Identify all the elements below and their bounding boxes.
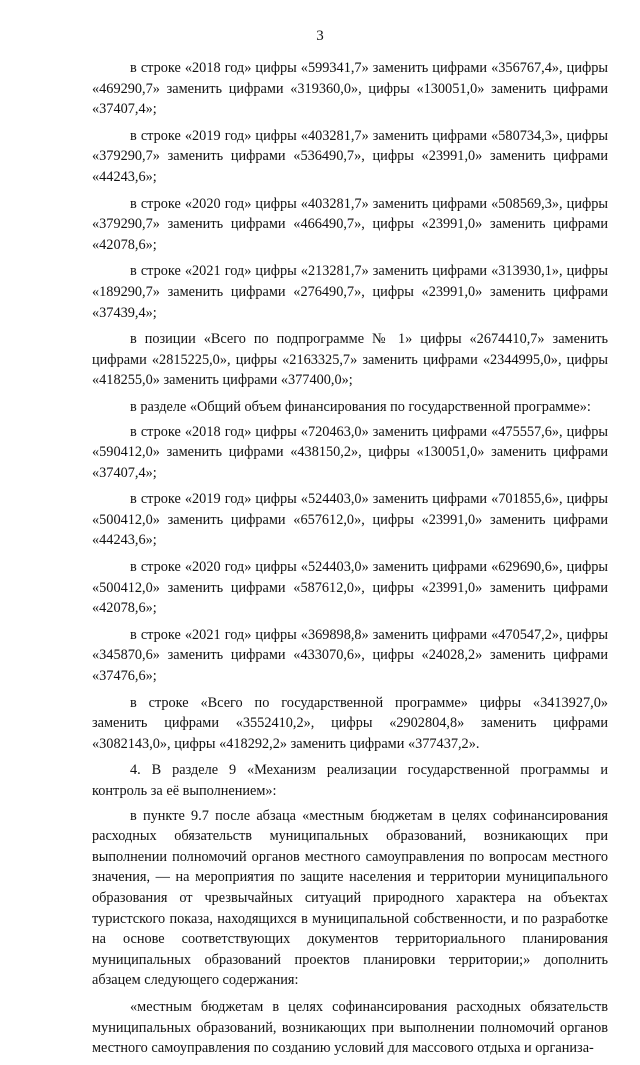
paragraph-2018-subprogram: в строке «2018 год» цифры «599341,7» заменить цифрами «356767,4», цифры «469290,7» заменить цифрами «319360,0», цифры «130051,0» заменить цифрами «37407,4»; — [92, 60, 608, 118]
paragraph-new-clause: «местным бюджетам в целях софинансирования расходных обязательств муниципальных образований, возникающих при выполнении полномочий органов местного самоуправления по созданию условий для массового отдыха и организа- — [92, 998, 608, 1057]
paragraph-point-9-7: в пункте 9.7 после абзаца «местным бюджетам в целях софинансирования расходных обязательств муниципальных образований, возникающих при выполнении полномочий органов местного самоуправления по вопросам местного значения, — на мероприятия по защите населения и территории муниципального образования от чрезвычайных ситуаций природного характера на объектах туристского показа, находящихся в муниципальной собственности, и по разработке на основе соответствующих документов территориального планирования муниципальных образований проектов планировки территории;» дополнить абзацем следующего содержания: — [92, 807, 608, 989]
paragraph-2020-total: в строке «2020 год» цифры «524403,0» заменить цифрами «629690,6», цифры «500412,0» заменить цифрами «587612,0», цифры «23991,0» заменить цифрами «42078,6»; — [92, 559, 608, 617]
paragraph-program-total: в строке «Всего по государственной программе» цифры «3413927,0» заменить цифрами «3552410,2», цифры «2902804,8» заменить цифрами «3082143,0», цифры «418292,2» заменить цифрами «377437,2». — [92, 694, 608, 752]
paragraph-2019-total: в строке «2019 год» цифры «524403,0» заменить цифрами «701855,6», цифры «500412,0» заменить цифрами «657612,0», цифры «23991,0» заменить цифрами «44243,6»; — [92, 491, 608, 549]
paragraph-section-9-heading: 4. В разделе 9 «Механизм реализации государственной программы и контроль за её выполнением»: — [92, 762, 608, 799]
paragraph-2021-subprogram: в строке «2021 год» цифры «213281,7» заменить цифрами «313930,1», цифры «189290,7» заменить цифрами «276490,7», цифры «23991,0» заменить цифрами «37439,4»; — [92, 263, 608, 321]
document-body — [92, 58, 608, 1065]
paragraph-2018-total: в строке «2018 год» цифры «720463,0» заменить цифрами «475557,6», цифры «590412,0» заменить цифрами «438150,2», цифры «130051,0» заменить цифрами «37407,4»; — [92, 423, 608, 481]
page-number: 3 — [316, 28, 324, 44]
paragraph-2019-subprogram: в строке «2019 год» цифры «403281,7» заменить цифрами «580734,3», цифры «379290,7» заменить цифрами «536490,7», цифры «23991,0» заменить цифрами «44243,6»; — [92, 127, 608, 185]
paragraph-subprogram-total: в позиции «Всего по подпрограмме № 1» цифры «2674410,7» заменить цифрами «2815225,0», цифры «2163325,7» заменить цифрами «2344995,0», цифры «418255,0» заменить цифрами «377400,0»; — [92, 331, 608, 389]
paragraph-2020-subprogram: в строке «2020 год» цифры «403281,7» заменить цифрами «508569,3», цифры «379290,7» заменить цифрами «466490,7», цифры «23991,0» заменить цифрами «42078,6»; — [92, 195, 608, 253]
paragraph-total-financing-heading: в разделе «Общий объем финансирования по государственной программе»: — [130, 398, 591, 415]
paragraph-2021-total: в строке «2021 год» цифры «369898,8» заменить цифрами «470547,2», цифры «345870,6» заменить цифрами «433070,6», цифры «24028,2» заменить цифрами «37476,6»; — [92, 626, 608, 685]
